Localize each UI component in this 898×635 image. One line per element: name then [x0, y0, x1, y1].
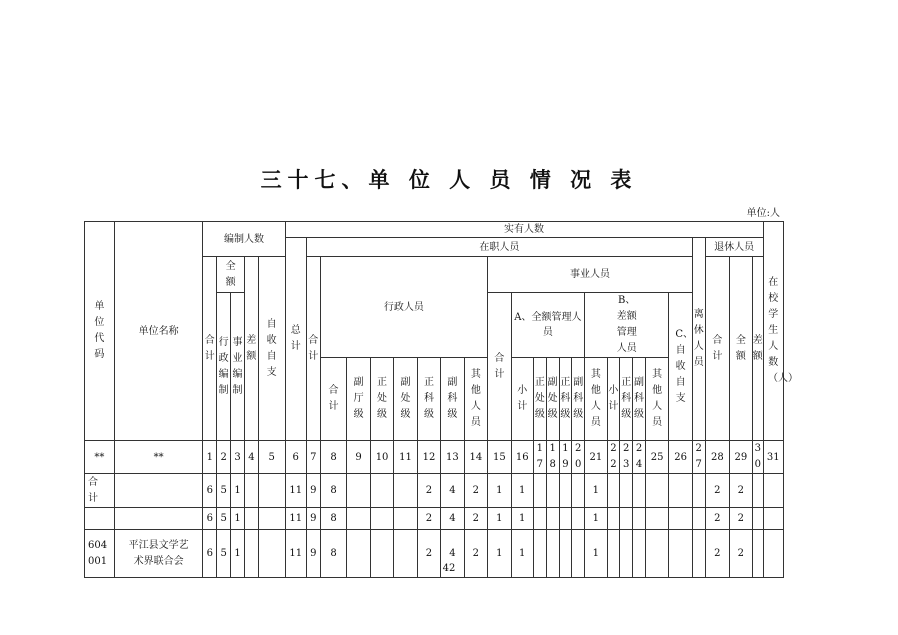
column-number: 17 [533, 441, 546, 474]
value-cell [546, 474, 559, 508]
column-number: 4 [244, 441, 258, 474]
header-xz-heji: 合计 [320, 358, 347, 441]
value-cell: 6 [203, 530, 217, 578]
column-number: 1 [203, 441, 217, 474]
header-b-xiaoji: 小计 [607, 358, 620, 441]
column-number: 30 [752, 441, 763, 474]
column-number: 2 [217, 441, 231, 474]
value-cell: 6 [203, 508, 217, 530]
header-zongji: 总计 [285, 238, 306, 441]
header-xingzheng-bianzhi: 行政编制 [217, 293, 231, 441]
column-number: 29 [730, 441, 752, 474]
column-number: 22 [607, 441, 620, 474]
value-cell [559, 508, 572, 530]
value-cell [533, 474, 546, 508]
value-cell: 1 [585, 508, 607, 530]
header-xz-fu-ting: 副厅级 [347, 358, 370, 441]
value-cell [546, 508, 559, 530]
value-cell [645, 508, 668, 530]
value-cell [669, 508, 692, 530]
value-cell [347, 508, 370, 530]
value-cell: 2 [464, 508, 487, 530]
column-number: 24 [633, 441, 646, 474]
column-number: 8 [320, 441, 347, 474]
value-cell: 11 [285, 474, 306, 508]
value-cell: 1 [488, 508, 511, 530]
header-xz-qita: 其他人员 [464, 358, 487, 441]
value-cell: 2 [730, 508, 752, 530]
value-cell: 1 [488, 530, 511, 578]
column-number: ** [85, 441, 115, 474]
header-bianzhi: 编制人数 [203, 222, 285, 257]
header-shiyou: 实有人数 [285, 222, 763, 238]
value-cell: 4 [441, 508, 464, 530]
header-a-fu-ke: 副科级 [572, 358, 585, 441]
header-xz-zheng-chu: 正处级 [370, 358, 393, 441]
value-cell [394, 508, 417, 530]
header-a-xiaoji: 小计 [511, 358, 533, 441]
value-cell [692, 474, 705, 508]
value-cell [347, 474, 370, 508]
value-cell [752, 474, 763, 508]
value-cell: 8 [320, 530, 347, 578]
unit-label: 单位:人 [746, 208, 780, 219]
header-bz-chae: 差额 [244, 257, 258, 441]
value-cell: 1 [231, 530, 245, 578]
table-row [85, 474, 784, 508]
value-cell: 1 [585, 530, 607, 578]
column-number: 18 [546, 441, 559, 474]
value-cell: 5 [217, 474, 231, 508]
header-tx-chae: 差额 [752, 257, 763, 441]
header-b-zheng-ke: 正科级 [620, 358, 633, 441]
value-cell: 1 [231, 508, 245, 530]
header-unit-name: 单位名称 [114, 222, 203, 441]
value-cell: 11 [285, 508, 306, 530]
header-b-qita: 其他人员 [645, 358, 668, 441]
value-cell: 2 [417, 508, 440, 530]
value-cell [572, 474, 585, 508]
header-unit-code: 单位代码 [85, 222, 115, 441]
header-xz-fu-ke: 副科级 [441, 358, 464, 441]
value-cell: 4 [441, 530, 464, 578]
column-number: 19 [559, 441, 572, 474]
column-number: 6 [285, 441, 306, 474]
value-cell: 9 [306, 530, 320, 578]
column-number: 3 [231, 441, 245, 474]
column-number: 25 [645, 441, 668, 474]
header-a-qita: 其他人员 [585, 358, 607, 441]
column-number: 9 [347, 441, 370, 474]
header-bz-zishou: 自收自支 [258, 257, 285, 441]
header-b-chae: B、差额管理人员 [585, 293, 669, 358]
page-title: 三十七、单 位 人 员 情 况 表 [260, 167, 638, 192]
value-cell [607, 508, 620, 530]
value-cell [633, 508, 646, 530]
value-cell [669, 474, 692, 508]
value-cell: 9 [306, 474, 320, 508]
header-xz-fu-chu: 副处级 [394, 358, 417, 441]
column-number: 10 [370, 441, 393, 474]
value-cell [559, 474, 572, 508]
value-cell [620, 474, 633, 508]
header-zz-heji: 合计 [306, 257, 320, 441]
value-cell: 5 [217, 530, 231, 578]
header-shiye-bianzhi: 事业编制 [231, 293, 245, 441]
column-number: 5 [258, 441, 285, 474]
table-row [85, 508, 784, 530]
value-cell [258, 474, 285, 508]
column-number: 11 [394, 441, 417, 474]
value-cell: 2 [705, 474, 730, 508]
value-cell: 4 [441, 474, 464, 508]
header-shiye-renyuan: 事业人员 [488, 257, 693, 293]
value-cell [394, 474, 417, 508]
value-cell: 1 [585, 474, 607, 508]
column-number: 13 [441, 441, 464, 474]
column-number: 12 [417, 441, 440, 474]
header-a-zheng-chu: 正处级 [533, 358, 546, 441]
header-a-zheng-ke: 正科级 [559, 358, 572, 441]
value-cell: 2 [417, 474, 440, 508]
value-cell [620, 508, 633, 530]
value-cell [244, 474, 258, 508]
value-cell: 8 [320, 474, 347, 508]
value-cell: 2 [705, 530, 730, 578]
value-cell [645, 474, 668, 508]
value-cell: 9 [306, 508, 320, 530]
value-cell: 1 [511, 508, 533, 530]
value-cell: 11 [285, 530, 306, 578]
column-number: 15 [488, 441, 511, 474]
value-cell: 5 [217, 508, 231, 530]
column-number: 16 [511, 441, 533, 474]
header-sy-heji: 合计 [488, 293, 511, 441]
value-cell: 8 [320, 508, 347, 530]
value-cell [607, 474, 620, 508]
header-bz-quane: 全额 [217, 257, 245, 293]
value-cell [533, 508, 546, 530]
header-zaixiao: 在校学生人数（人） [763, 222, 783, 441]
header-a-quane: A、全额管理人员 [511, 293, 585, 358]
column-number-row [85, 441, 784, 474]
header-tx-quane: 全额 [730, 257, 752, 441]
column-number: 14 [464, 441, 487, 474]
value-cell [244, 508, 258, 530]
value-cell [370, 474, 393, 508]
unit-code-cell: 合计 [85, 474, 115, 508]
header-lixiu: 离休人员 [692, 238, 705, 441]
column-number: 23 [620, 441, 633, 474]
value-cell: 1 [511, 474, 533, 508]
column-number: 26 [669, 441, 692, 474]
unit-name-cell [114, 474, 203, 508]
value-cell [763, 474, 783, 508]
value-cell: 2 [464, 530, 487, 578]
header-c-zishou: C、自收自支 [669, 293, 692, 441]
header-tuixiu: 退休人员 [705, 238, 763, 257]
unit-code-cell: 604001 [85, 530, 115, 578]
page-number: 42 [442, 563, 456, 574]
value-cell: 1 [231, 474, 245, 508]
value-cell: 2 [417, 530, 440, 578]
value-cell [370, 508, 393, 530]
column-number: 7 [306, 441, 320, 474]
value-cell: 2 [705, 508, 730, 530]
value-cell: 2 [730, 474, 752, 508]
column-number: 27 [692, 441, 705, 474]
value-cell [752, 508, 763, 530]
value-cell [692, 508, 705, 530]
header-zaizhi: 在职人员 [306, 238, 692, 257]
column-number: 21 [585, 441, 607, 474]
staff-table [84, 221, 799, 578]
column-number: 20 [572, 441, 585, 474]
unit-code-cell [85, 508, 115, 530]
unit-name-cell [114, 508, 203, 530]
column-number: ** [114, 441, 203, 474]
value-cell [572, 508, 585, 530]
unit-name-cell: 平江县文学艺术界联合会 [114, 530, 203, 578]
header-tx-heji: 合计 [705, 257, 730, 441]
column-number: 31 [763, 441, 783, 474]
header-bz-heji: 合计 [203, 257, 217, 441]
header-a-fu-chu: 副处级 [546, 358, 559, 441]
value-cell [763, 508, 783, 530]
value-cell [258, 508, 285, 530]
value-cell: 2 [730, 530, 752, 578]
header-b-fu-ke: 副科级 [633, 358, 646, 441]
header-xingzheng-renyuan: 行政人员 [320, 257, 487, 358]
header-xz-zheng-ke: 正科级 [417, 358, 440, 441]
value-cell: 1 [488, 474, 511, 508]
value-cell: 2 [464, 474, 487, 508]
value-cell: 6 [203, 474, 217, 508]
column-number: 28 [705, 441, 730, 474]
value-cell [633, 474, 646, 508]
value-cell: 1 [511, 530, 533, 578]
